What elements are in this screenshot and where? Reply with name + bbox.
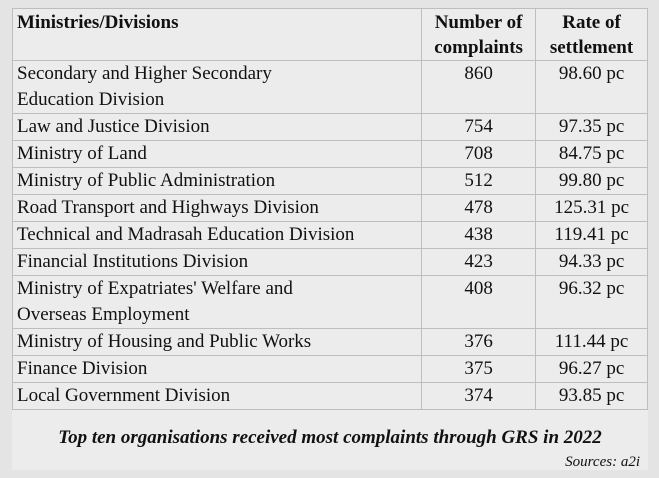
ministry-name-line: Ministry of Expatriates' Welfare and bbox=[17, 278, 293, 299]
settlement-rate-cell: 96.27 pc bbox=[536, 356, 648, 383]
header-rate-line1: Rate of bbox=[562, 12, 621, 33]
header-row bbox=[13, 9, 648, 61]
complaints-cell: 374 bbox=[422, 383, 536, 410]
ministry-name-cell bbox=[13, 356, 422, 383]
header-complaints-line2: complaints bbox=[434, 37, 523, 58]
ministry-name-line: Financial Institutions Division bbox=[17, 251, 249, 272]
settlement-rate-cell: 111.44 pc bbox=[536, 329, 648, 356]
settlement-rate-cell: 97.35 pc bbox=[536, 114, 648, 141]
ministry-name-line: Technical and Madrasah Education Division bbox=[17, 224, 355, 245]
header-rate bbox=[536, 9, 648, 61]
complaints-cell: 408 bbox=[422, 276, 536, 329]
settlement-rate-cell: 98.60 pc bbox=[536, 61, 648, 114]
table-row bbox=[13, 383, 648, 410]
settlement-rate-cell: 99.80 pc bbox=[536, 168, 648, 195]
header-complaints-line1: Number of bbox=[434, 12, 523, 33]
ministry-name-cell bbox=[13, 383, 422, 410]
table-row bbox=[13, 222, 648, 249]
complaints-cell: 375 bbox=[422, 356, 536, 383]
settlement-rate-cell: 93.85 pc bbox=[536, 383, 648, 410]
ministry-name-cell bbox=[13, 222, 422, 249]
ministry-name-line: Ministry of Public Administration bbox=[17, 170, 276, 191]
ministry-name-line: Road Transport and Highways Division bbox=[17, 197, 319, 218]
ministry-name-cell bbox=[13, 276, 422, 329]
ministry-name-line: Finance Division bbox=[17, 358, 148, 379]
complaints-table bbox=[12, 8, 648, 410]
table-row bbox=[13, 249, 648, 276]
table-row bbox=[13, 195, 648, 222]
settlement-rate-cell: 84.75 pc bbox=[536, 141, 648, 168]
table-caption: Top ten organisations received most complaints through GRS in 2022 bbox=[58, 427, 602, 448]
settlement-rate-cell: 94.33 pc bbox=[536, 249, 648, 276]
settlement-rate-cell: 119.41 pc bbox=[536, 222, 648, 249]
ministry-name-cell bbox=[13, 168, 422, 195]
table-row bbox=[13, 276, 648, 329]
complaints-cell: 438 bbox=[422, 222, 536, 249]
complaints-cell: 512 bbox=[422, 168, 536, 195]
table-row bbox=[13, 356, 648, 383]
ministry-name-line: Ministry of Land bbox=[17, 143, 147, 164]
complaints-cell: 708 bbox=[422, 141, 536, 168]
settlement-rate-cell: 96.32 pc bbox=[536, 276, 648, 329]
table-row bbox=[13, 329, 648, 356]
table-row bbox=[13, 114, 648, 141]
table-row bbox=[13, 141, 648, 168]
header-ministries bbox=[13, 9, 422, 61]
source-note: Sources: a2i bbox=[565, 454, 640, 470]
complaints-cell: 423 bbox=[422, 249, 536, 276]
ministry-name-line: Secondary and Higher Secondary bbox=[17, 63, 272, 84]
ministry-name-line: Overseas Employment bbox=[17, 304, 190, 325]
ministry-name-cell bbox=[13, 329, 422, 356]
ministry-name-line: Law and Justice Division bbox=[17, 116, 210, 137]
settlement-rate-cell: 125.31 pc bbox=[536, 195, 648, 222]
table-row bbox=[13, 168, 648, 195]
table-row bbox=[13, 61, 648, 114]
table-panel bbox=[12, 8, 648, 470]
complaints-cell: 860 bbox=[422, 61, 536, 114]
header-rate-line2: settlement bbox=[549, 37, 634, 58]
header-ministries-line1: Ministries/Divisions bbox=[17, 12, 179, 33]
ministry-name-cell bbox=[13, 249, 422, 276]
complaints-cell: 376 bbox=[422, 329, 536, 356]
ministry-name-line: Education Division bbox=[17, 89, 165, 110]
ministry-name-line: Local Government Division bbox=[17, 385, 231, 406]
header-complaints bbox=[422, 9, 536, 61]
ministry-name-cell bbox=[13, 114, 422, 141]
ministry-name-cell bbox=[13, 141, 422, 168]
ministry-name-cell bbox=[13, 195, 422, 222]
complaints-cell: 754 bbox=[422, 114, 536, 141]
ministry-name-cell bbox=[13, 61, 422, 114]
ministry-name-line: Ministry of Housing and Public Works bbox=[17, 331, 312, 352]
complaints-cell: 478 bbox=[422, 195, 536, 222]
